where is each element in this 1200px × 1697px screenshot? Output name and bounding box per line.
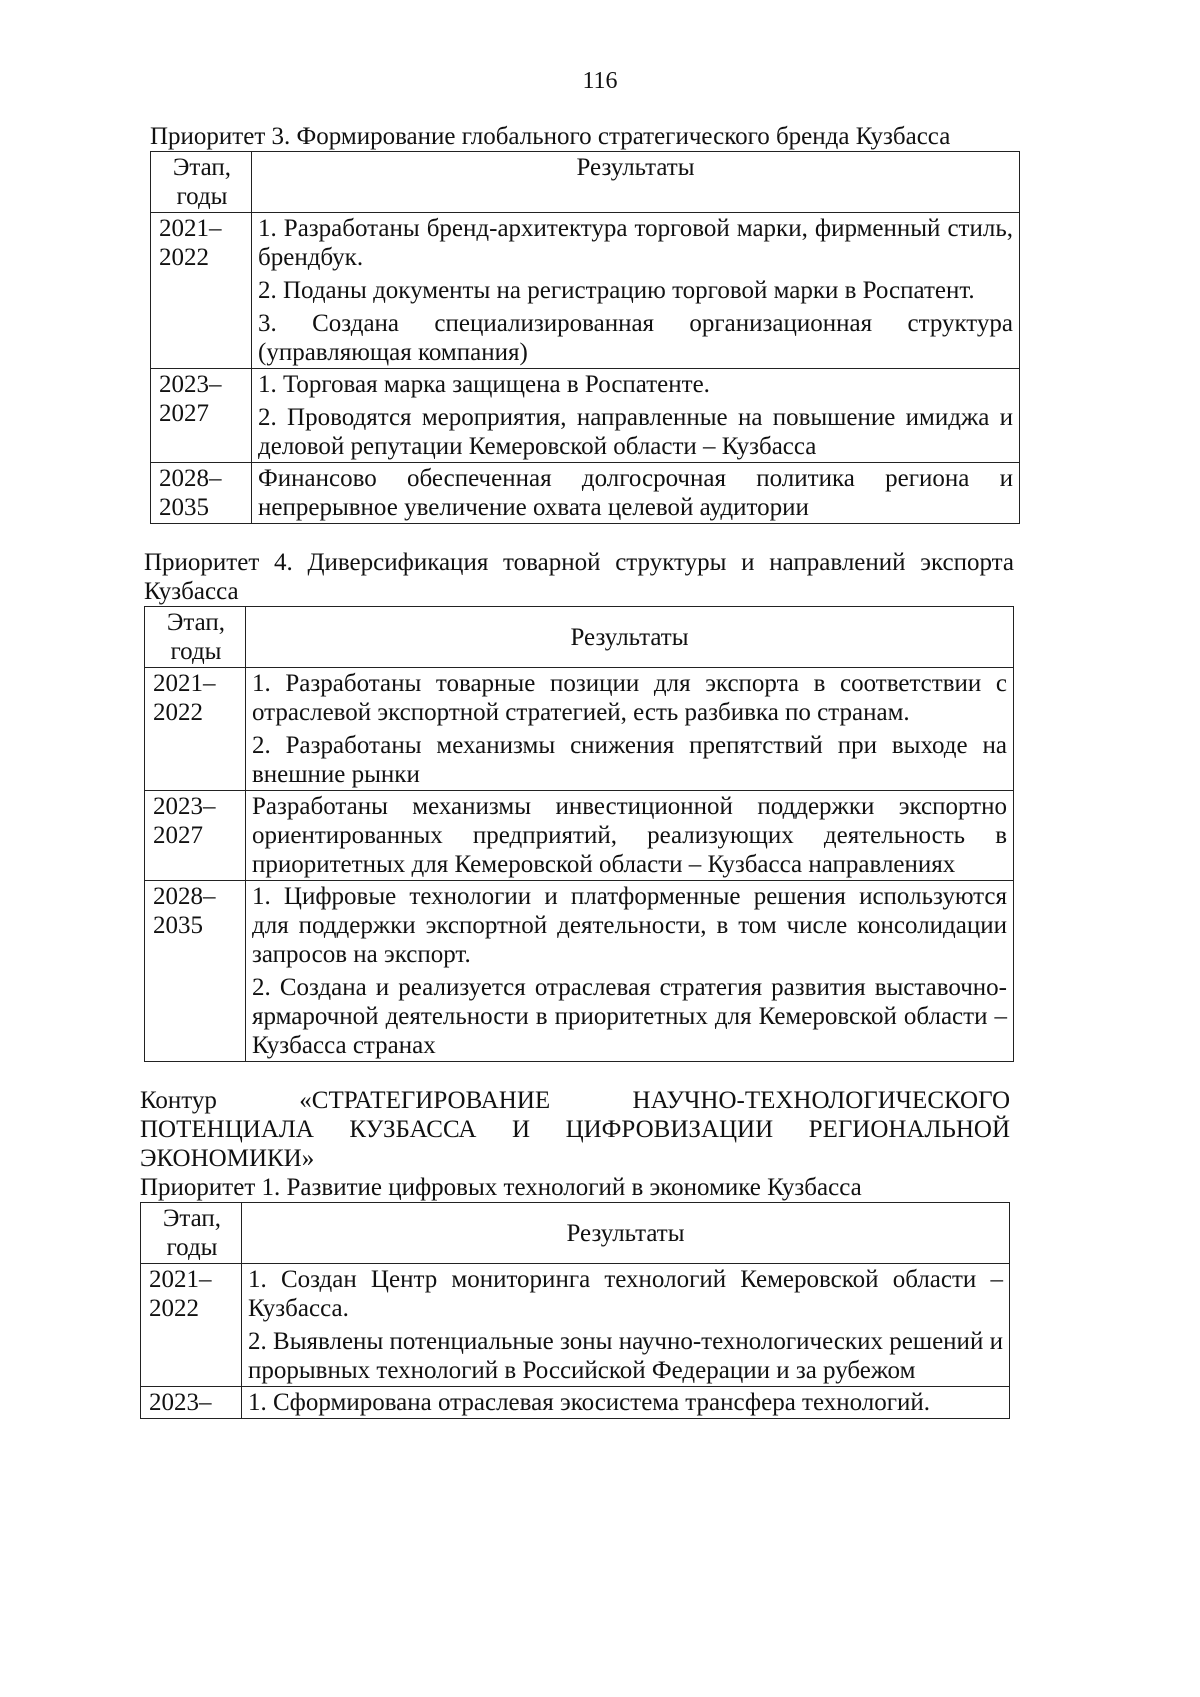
- stage-cell: [151, 369, 252, 463]
- stage-year: 2027: [153, 822, 203, 849]
- stage-cell: [151, 213, 252, 369]
- results-header: Результаты: [242, 1203, 1010, 1264]
- result-item: 1. Цифровые технологии и платформенные решения используются для поддержки экспортной деятельности, в том числе консолидации запросов на экспорт.: [252, 883, 1007, 968]
- priority-3-block: [150, 122, 1020, 524]
- results-cell: [252, 213, 1020, 369]
- table-row: [151, 213, 1020, 369]
- result-item: 2. Разработаны механизмы снижения препятствий при выходе на внешние рынки: [252, 732, 1007, 788]
- table-row: [151, 369, 1020, 463]
- stage-year: 2022: [159, 244, 209, 271]
- table-caption: Приоритет 3. Формирование глобального стратегического бренда Кузбасса: [150, 123, 951, 150]
- table-header-row: [141, 1203, 1010, 1264]
- stage-header: [145, 607, 246, 668]
- table-row: [145, 668, 1014, 791]
- results-cell: [252, 369, 1020, 463]
- table-caption: Приоритет 4. Диверсификация товарной структуры и направлений экспорта Кузбасса: [144, 549, 1014, 605]
- table-row: [145, 881, 1014, 1062]
- stage-year: 2023–: [159, 371, 222, 398]
- results-table: [150, 151, 1020, 524]
- stage-header-line: годы: [166, 1234, 218, 1261]
- stage-cell: [145, 791, 246, 881]
- priority-4-block: [144, 548, 1014, 1062]
- stage-cell: [145, 881, 246, 1062]
- result-item: 1. Сформирована отраслевая экосистема трансфера технологий.: [248, 1389, 931, 1416]
- results-table: [144, 606, 1014, 1062]
- contour-block: [140, 1086, 1010, 1419]
- stage-cell: [141, 1264, 242, 1387]
- results-cell: [246, 881, 1014, 1062]
- results-cell: [242, 1264, 1010, 1387]
- table-row: [151, 463, 1020, 524]
- table-header-row: [145, 607, 1014, 668]
- stage-header: [141, 1203, 242, 1264]
- table-header-row: [151, 152, 1020, 213]
- result-item: 2. Создана и реализуется отраслевая стратегия развития выставочно-ярмарочной деятельности в приоритетных для Кемеровской области – Кузбасса странах: [252, 974, 1007, 1059]
- result-item: 2. Выявлены потенциальные зоны научно-технологических решений и прорывных технологий в Российской Федерации и за рубежом: [248, 1328, 1003, 1384]
- stage-year: 2022: [153, 699, 203, 726]
- stage-header-line: Этап,: [172, 154, 232, 181]
- stage-year: 2028–: [153, 883, 216, 910]
- result-item: 2. Поданы документы на регистрацию торговой марки в Роспатент.: [258, 277, 975, 304]
- stage-header-line: Этап,: [162, 1205, 222, 1232]
- result-item: 1. Создан Центр мониторинга технологий Кемеровской области – Кузбасса.: [248, 1266, 1003, 1322]
- stage-year: 2021–: [153, 670, 216, 697]
- results-cell: [246, 791, 1014, 881]
- page-number: 116: [582, 68, 618, 94]
- result-item: 3. Создана специализированная организационная структура (управляющая компания): [258, 310, 1013, 366]
- table-caption: Приоритет 1. Развитие цифровых технологий в экономике Кузбасса: [140, 1174, 862, 1201]
- results-header: Результаты: [246, 607, 1014, 668]
- result-item: 1. Разработаны товарные позиции для экспорта в соответствии с отраслевой экспортной стратегией, есть разбивка по странам.: [252, 670, 1007, 726]
- results-cell: [246, 668, 1014, 791]
- stage-year: 2023–: [153, 793, 216, 820]
- stage-header: [151, 152, 252, 213]
- stage-header-line: Этап,: [166, 609, 226, 636]
- stage-cell: [141, 1387, 242, 1419]
- stage-header-line: годы: [176, 183, 228, 210]
- stage-header-line: годы: [170, 638, 222, 665]
- stage-year: 2021–: [149, 1266, 212, 1293]
- result-item: Финансово обеспеченная долгосрочная политика региона и непрерывное увеличение охвата целевой аудитории: [258, 465, 1013, 521]
- result-item: Разработаны механизмы инвестиционной поддержки экспортно ориентированных предприятий, реализующих деятельность в приоритетных для Кемеровской области – Кузбасса направлениях: [252, 793, 1007, 878]
- table-row: [141, 1264, 1010, 1387]
- stage-year: 2021–: [159, 215, 222, 242]
- stage-year: 2035: [153, 912, 203, 939]
- table-row: [145, 791, 1014, 881]
- stage-year: 2028–: [159, 465, 222, 492]
- stage-year: 2027: [159, 400, 209, 427]
- results-table: [140, 1202, 1010, 1419]
- results-cell: [242, 1387, 1010, 1419]
- contour-heading: Контур «СТРАТЕГИРОВАНИЕ НАУЧНО-ТЕХНОЛОГИЧЕСКОГО ПОТЕНЦИАЛА КУЗБАССА И ЦИФРОВИЗАЦИИ РЕГИОНАЛЬНОЙ ЭКОНОМИКИ»: [140, 1087, 1010, 1172]
- stage-cell: [151, 463, 252, 524]
- result-item: 1. Разработаны бренд-архитектура торговой марки, фирменный стиль, брендбук.: [258, 215, 1013, 271]
- stage-year: 2022: [149, 1295, 199, 1322]
- table-row: [141, 1387, 1010, 1419]
- stage-year: 2023–: [149, 1389, 212, 1416]
- stage-year: 2035: [159, 494, 209, 521]
- result-item: 2. Проводятся мероприятия, направленные на повышение имиджа и деловой репутации Кемеровской области – Кузбасса: [258, 404, 1013, 460]
- result-item: 1. Торговая марка защищена в Роспатенте.: [258, 371, 710, 398]
- results-cell: [252, 463, 1020, 524]
- results-header: Результаты: [252, 152, 1020, 213]
- stage-cell: [145, 668, 246, 791]
